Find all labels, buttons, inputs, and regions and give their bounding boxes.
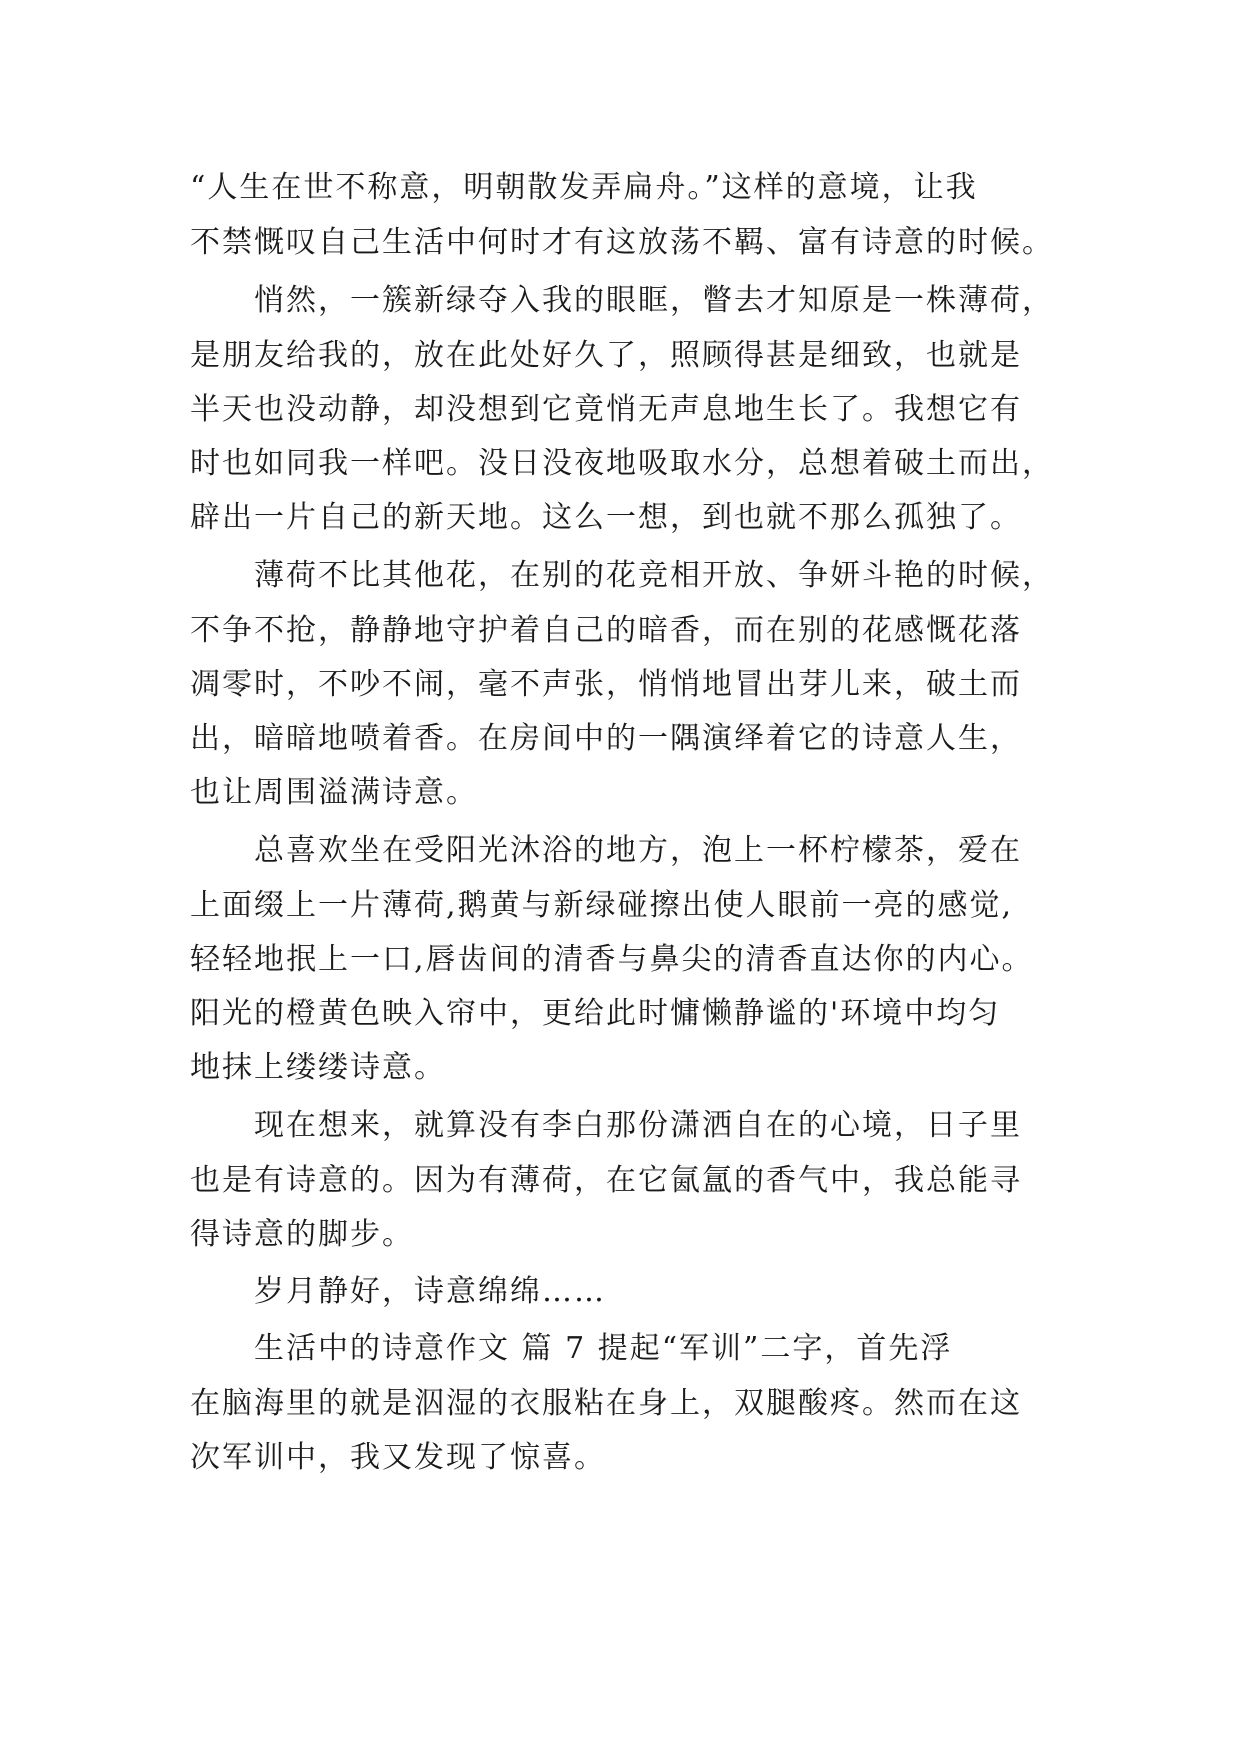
text-line: 生活中的诗意作文 篇 7 提起“军训”二字，首先浮 — [254, 1331, 953, 1366]
text-line: 悄然，一簇新绿夺入我的眼眶，瞥去才知原是一株薄荷， — [254, 283, 1054, 318]
text-line: 薄荷不比其他花，在别的花竞相开放、争妍斗艳的时候， — [254, 558, 1054, 593]
text-line: 得诗意的脚步。 — [190, 1217, 414, 1252]
text-line: 不争不抢，静静地守护着自己的暗香，而在别的花感慨花落 — [190, 613, 1022, 648]
text-line: 总喜欢坐在受阳光沐浴的地方，泡上一杯柠檬茶，爱在 — [254, 833, 1022, 868]
text-line: 岁月静好，诗意绵绵…… — [254, 1274, 606, 1309]
text-line: 地抹上缕缕诗意。 — [190, 1050, 446, 1085]
text-line: 也是有诗意的。因为有薄荷，在它氤氲的香气中，我总能寻 — [190, 1163, 1022, 1198]
text-line: 也让周围溢满诗意。 — [190, 775, 478, 810]
text-line: 凋零时，不吵不闹，毫不声张，悄悄地冒出芽儿来，破土而 — [190, 667, 1022, 702]
text-line: 辟出一片自己的新天地。这么一想，到也就不那么孤独了。 — [190, 500, 1022, 535]
text-line: 不禁慨叹自己生活中何时才有这放荡不羁、富有诗意的时候。 — [190, 225, 1054, 260]
text-line: 次军训中，我又发现了惊喜。 — [190, 1440, 606, 1475]
text-line: 轻轻地抿上一口,唇齿间的清香与鼻尖的清香直达你的内心。 — [190, 942, 1034, 977]
text-line: 时也如同我一样吧。没日没夜地吸取水分，总想着破土而出， — [190, 446, 1054, 481]
text-line: 上面缀上一片薄荷,鹅黄与新绿碰擦出使人眼前一亮的感觉, — [190, 888, 1014, 923]
text-line: 阳光的橙黄色映入帘中，更给此时慵懒静谧的'环境中均匀 — [190, 996, 1001, 1031]
text-line: 在脑海里的就是泅湿的衣服粘在身上，双腿酸疼。然而在这 — [190, 1386, 1022, 1421]
text-line: 现在想来，就算没有李白那份潇洒自在的心境，日子里 — [254, 1108, 1022, 1143]
text-line: “人生在世不称意，明朝散发弄扁舟。”这样的意境，让我 — [190, 170, 978, 205]
text-line: 是朋友给我的，放在此处好久了，照顾得甚是细致，也就是 — [190, 338, 1022, 373]
text-line: 半天也没动静，却没想到它竟悄无声息地生长了。我想它有 — [190, 392, 1022, 427]
text-line: 出，暗暗地喷着香。在房间中的一隅演绎着它的诗意人生， — [190, 721, 1022, 756]
